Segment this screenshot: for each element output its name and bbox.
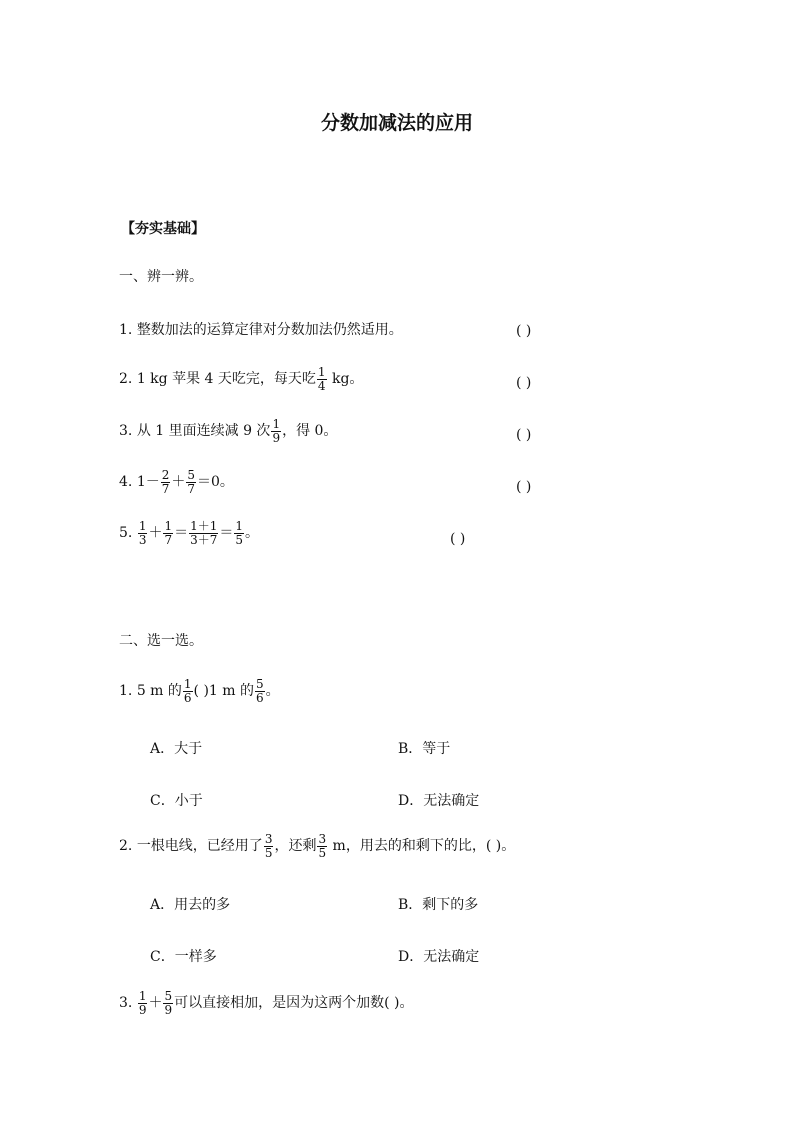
question-text: kg。 <box>327 371 364 388</box>
operator: ＝ <box>174 525 189 542</box>
fraction: $\frac{2}{7}$ <box>161 468 170 496</box>
question-text: 。 <box>245 525 260 542</box>
question-number: 2. <box>119 838 133 855</box>
part1-question-1 <box>119 323 403 337</box>
page-title: 分数加减法的应用 <box>320 112 473 134</box>
fraction: $\frac{1}{4}$ <box>317 365 326 393</box>
part2-question-3 <box>119 990 413 1016</box>
option-b[interactable]: B．等于 <box>398 741 451 757</box>
question-text: 整数加法的运算定律对分数加法仍然适用。 <box>136 322 403 338</box>
question-number: 1. <box>119 322 133 338</box>
fraction: $\frac{1}{9}$ <box>272 417 281 445</box>
question-number: 5. <box>119 525 133 542</box>
question-text: 一根电线，已经用了 <box>136 838 263 855</box>
question-number: 4. <box>119 474 133 491</box>
fraction: $\frac{3}{5}$ <box>318 832 327 860</box>
option-a[interactable]: A．大于 <box>150 741 203 757</box>
question-text: 从 1 里面连续减 9 次 <box>136 423 271 440</box>
answer-paren-1[interactable]: ( ) <box>516 323 532 339</box>
question-text: 。 <box>265 683 280 700</box>
option-c[interactable]: C．一样多 <box>150 949 217 965</box>
part1-question-4 <box>119 469 234 495</box>
operator: ＋ <box>148 995 163 1012</box>
fraction: $\frac{5}{6}$ <box>256 677 264 705</box>
question-number: 2. <box>119 371 133 388</box>
fraction: $\frac{1}{3}$ <box>138 519 147 547</box>
option-c[interactable]: C．小于 <box>150 793 203 809</box>
part2-question-2 <box>119 833 515 859</box>
part2-question-1 <box>119 678 280 704</box>
question-text: ＝0。 <box>197 474 234 491</box>
section-label: 【夯实基础】 <box>121 221 205 237</box>
option-b[interactable]: B．剩下的多 <box>398 897 479 913</box>
fraction: $\frac{5}{7}$ <box>187 468 196 496</box>
fraction: $\frac{5}{9}$ <box>164 989 173 1017</box>
part1-question-5 <box>119 520 259 546</box>
answer-paren-5[interactable]: ( ) <box>450 531 466 547</box>
question-text[interactable]: m，用去的和剩下的比，( )。 <box>328 838 516 855</box>
part1-question-3 <box>119 418 337 444</box>
question-text: ，还剩 <box>274 838 317 855</box>
answer-paren-3[interactable]: ( ) <box>516 427 532 443</box>
fraction: $\frac{1}{7}$ <box>164 519 173 547</box>
option-d[interactable]: D．无法确定 <box>398 949 480 965</box>
part2-heading: 二、选一选。 <box>119 633 203 649</box>
question-text: ，得 0。 <box>282 423 338 440</box>
fraction: $\frac{1+1}{3+7}$ <box>190 519 218 547</box>
question-text[interactable]: 可以直接相加，是因为这两个加数( )。 <box>174 995 414 1012</box>
fraction: $\frac{1}{9}$ <box>138 989 147 1017</box>
part1-question-2 <box>119 366 363 392</box>
question-text: 1 kg 苹果 4 天吃完，每天吃 <box>136 371 316 388</box>
answer-paren-2[interactable]: ( ) <box>516 375 532 391</box>
fraction: $\frac{1}{5}$ <box>235 519 244 547</box>
question-text[interactable]: ( )1 m 的 <box>193 683 255 700</box>
part1-heading: 一、辨一辨。 <box>119 269 203 285</box>
option-a[interactable]: A．用去的多 <box>150 897 231 913</box>
operator: ＋ <box>148 525 163 542</box>
question-number: 1. <box>119 683 133 700</box>
fraction: $\frac{3}{5}$ <box>264 832 273 860</box>
answer-paren-4[interactable]: ( ) <box>516 479 532 495</box>
operator: ＋ <box>171 474 186 491</box>
option-d[interactable]: D．无法确定 <box>398 793 480 809</box>
question-text: 5 m 的 <box>136 683 182 700</box>
question-number: 3. <box>119 423 133 440</box>
operator: ＝ <box>219 525 234 542</box>
question-text: 1－ <box>136 474 160 491</box>
fraction: $\frac{1}{6}$ <box>183 677 192 705</box>
question-number: 3. <box>119 995 133 1012</box>
